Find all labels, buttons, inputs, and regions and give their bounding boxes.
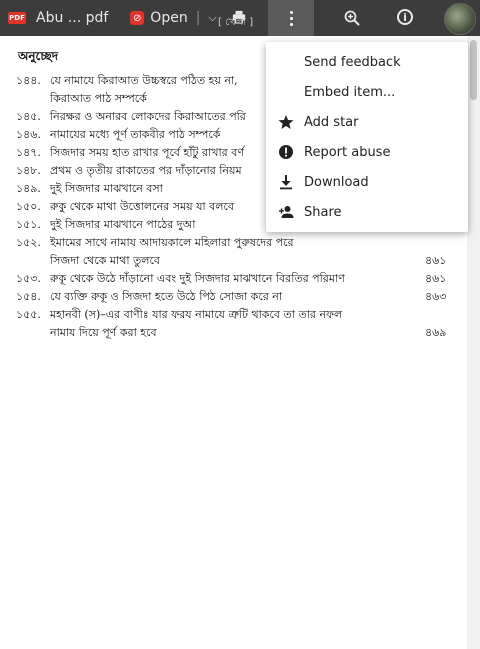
toc-row xyxy=(16,126,220,145)
toc-number: ১৪৭. xyxy=(16,146,41,159)
toc-text: যে নামাযে কিরাআত উচ্চস্বরে পঠিত হয় না, xyxy=(50,74,238,87)
toc-number: ১৫২. xyxy=(16,236,41,249)
menu-item-label: Add star xyxy=(304,114,359,130)
menu-item-embed[interactable] xyxy=(266,78,468,106)
toc-text: সিজদার সময় হাত রাখার পূর্বে হাঁটু রাখার বর্ণ xyxy=(50,146,244,159)
dot xyxy=(290,23,293,26)
pdf-file-icon: PDF xyxy=(9,14,25,22)
menu-item-add-star[interactable] xyxy=(266,108,468,136)
menu-item-send-feedback[interactable] xyxy=(266,48,468,76)
toc-row xyxy=(16,90,147,109)
toc-number: ১৫১. xyxy=(16,218,41,231)
ghost-header-text: [ খেলা ] xyxy=(218,17,254,28)
toc-row xyxy=(16,144,244,163)
toc-number: ১৫০. xyxy=(16,200,41,213)
avatar[interactable] xyxy=(444,3,476,35)
toc-number: ১৪৫. xyxy=(16,110,41,123)
zoom-in-icon[interactable] xyxy=(344,10,360,26)
toc-number: ১৪৯. xyxy=(16,182,41,195)
star-icon xyxy=(278,114,294,130)
dot xyxy=(290,11,293,14)
dot xyxy=(290,17,293,20)
toc-text: নামায দিয়ে পূর্ণ করা হবে xyxy=(50,326,157,339)
toc-row xyxy=(16,270,345,289)
download-icon xyxy=(278,174,294,190)
toc-number: ১৪৮. xyxy=(16,164,41,177)
file-title: Abu ... pdf xyxy=(36,10,109,26)
person-add-icon xyxy=(278,204,294,220)
menu-item-label: Report abuse xyxy=(304,144,391,160)
toc-row xyxy=(16,108,246,127)
toc-row xyxy=(16,234,294,253)
menu-item-label: Download xyxy=(304,174,369,190)
page-number: ৪৬৯ xyxy=(425,326,447,339)
toc-text: প্রথম ও তৃতীয় রাকাতের পর দাঁড়ানোর নিয়ম xyxy=(50,164,242,177)
toc-text: কিরাআত পাঠ সম্পর্কে xyxy=(50,92,147,105)
info-icon[interactable]: i xyxy=(397,9,413,25)
menu-item-label: Send feedback xyxy=(304,54,401,70)
toc-row xyxy=(16,180,163,199)
toc-text: রুকূ থেকে উঠে দাঁড়ানো এবং দুই সিজদার মাঝখানে বিরতির পরিমাণ xyxy=(50,272,345,285)
toc-text: নামাযের মধ্যে পূর্ণ তাকবীর পাঠ সম্পর্কে xyxy=(50,128,221,141)
toc-text: দুই সিজদার মাঝখানে বসা xyxy=(50,182,163,195)
toc-row xyxy=(16,216,195,235)
divider: | xyxy=(195,10,201,26)
toc-text: নিরক্ষর ও অনারব লোকদের কিরাআতের পরি xyxy=(50,110,246,123)
menu-item-label: Share xyxy=(304,204,342,220)
page-number: ৪৬১ xyxy=(425,272,447,285)
scrollbar-thumb[interactable] xyxy=(470,40,477,100)
toc-text: দুই সিজদার মাঝখানে পাঠের দুআ xyxy=(50,218,196,231)
menu-item-download[interactable] xyxy=(266,168,468,196)
page-number: ৪৬৩ xyxy=(425,290,447,303)
toc-text: যে ব্যক্তি রুকূ ও সিজদা হতে উঠে পিঠ সোজা করে না xyxy=(50,290,283,303)
toc-number: ১৪৪. xyxy=(16,74,41,87)
toc-text: রুকু থেকে মাথা উত্তোলনের সময় যা বলবে xyxy=(50,200,234,213)
more-actions-button[interactable] xyxy=(268,0,314,36)
toc-text: সিজদা থেকে মাথা তুলবে xyxy=(50,254,161,267)
scrollbar[interactable] xyxy=(467,36,480,649)
toc-row xyxy=(16,162,242,181)
alert-icon xyxy=(278,144,294,160)
open-label: Open xyxy=(150,10,188,26)
page-number: ৪৬১ xyxy=(425,254,447,267)
more-actions-menu xyxy=(266,42,468,232)
toc-heading: অনুচ্ছেদ xyxy=(18,49,59,63)
toc-row xyxy=(16,252,160,271)
toc-number: ১৫৫. xyxy=(16,308,41,321)
toc-row xyxy=(16,198,234,217)
open-with-button[interactable] xyxy=(130,10,216,26)
toc-row xyxy=(16,306,342,325)
chevron-down-icon[interactable]: ⌵ xyxy=(208,11,217,24)
toc-row xyxy=(16,288,282,307)
toc-number: ১৫৩. xyxy=(16,272,41,285)
toc-text: ইমামের সাথে নামায আদায়কালে মহিলারা পুরুষদের পরে xyxy=(50,236,294,249)
toc-text: মহানবী (স)–এর বাণীঃ যার ফরয নামাযে ত্রুটি থাকবে তা তার নফল xyxy=(50,308,343,321)
toc-row xyxy=(16,324,157,343)
toc-number: ১৫৪. xyxy=(16,290,41,303)
open-app-icon: ⊘ xyxy=(130,11,144,25)
toc-number: ১৪৬. xyxy=(16,128,41,141)
menu-item-report-abuse[interactable] xyxy=(266,138,468,166)
toc-row xyxy=(16,72,238,91)
menu-item-share[interactable] xyxy=(266,198,468,226)
menu-item-label: Embed item... xyxy=(304,84,396,100)
